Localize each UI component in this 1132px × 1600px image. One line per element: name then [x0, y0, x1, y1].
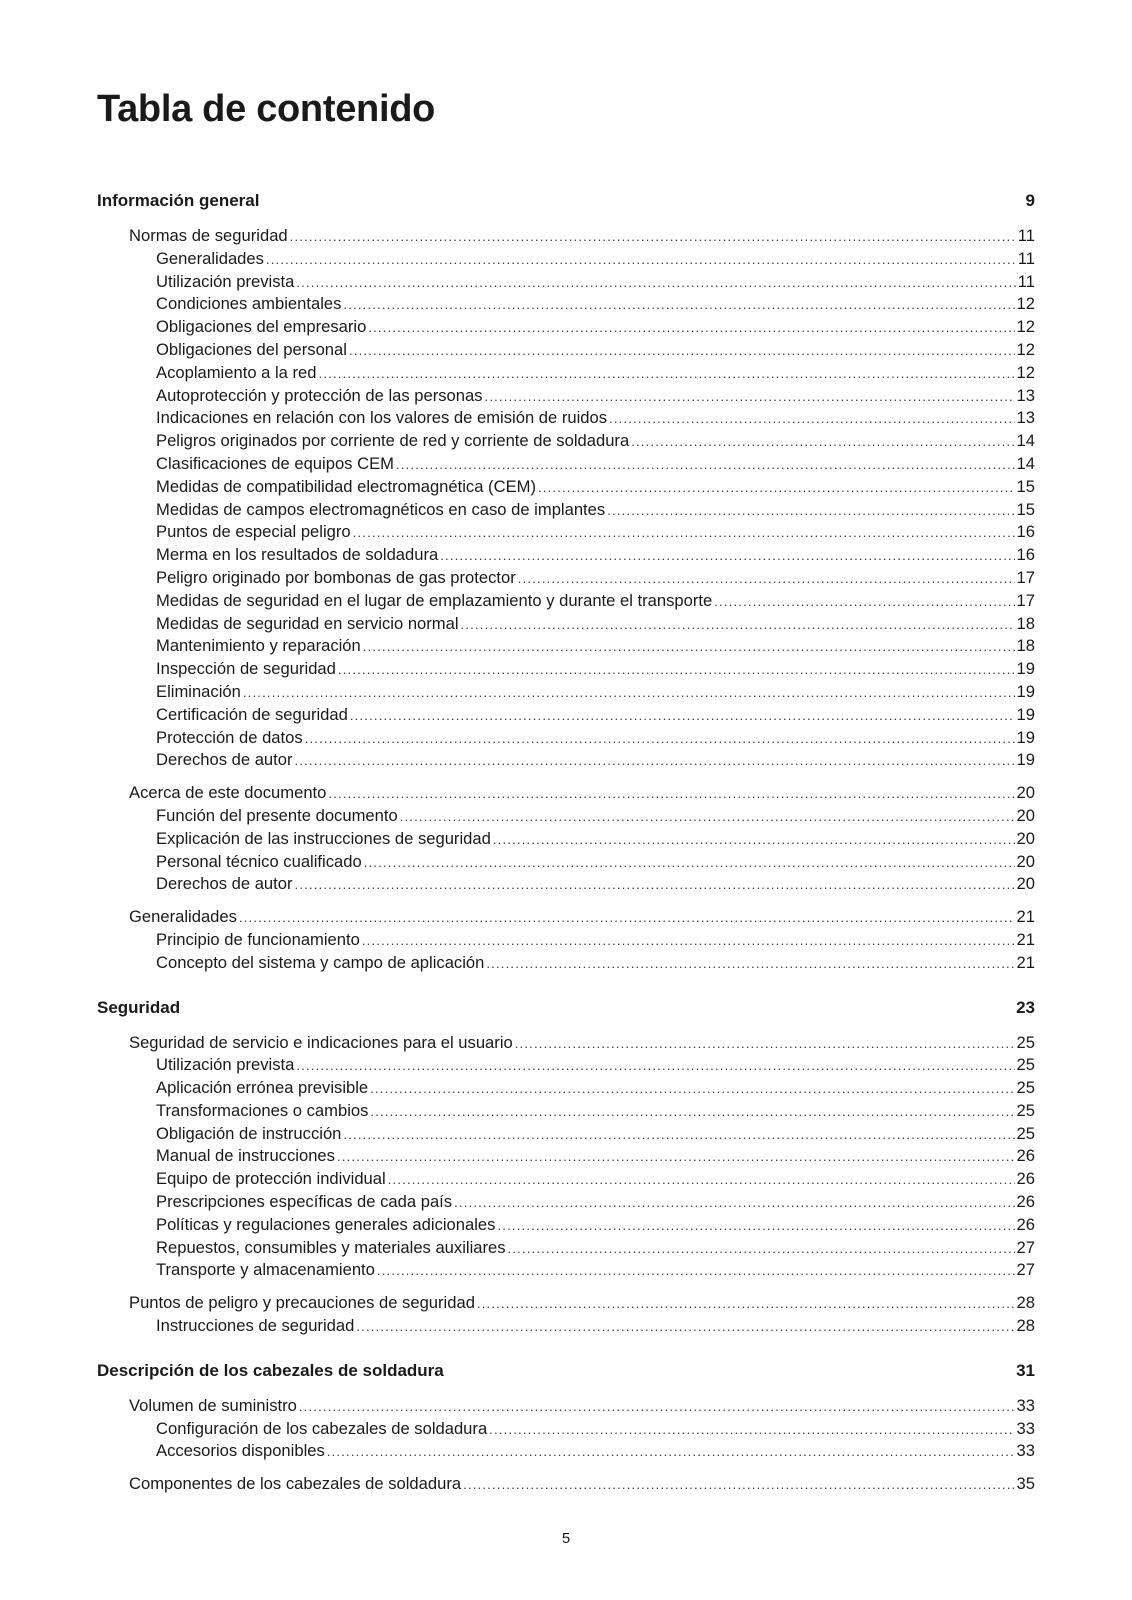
toc-chapter-title: Descripción de los cabezales de soldadura	[97, 1360, 444, 1380]
toc-entry-page: 20	[1016, 805, 1035, 825]
toc-entry-page: 15	[1016, 499, 1035, 519]
toc-section	[97, 1032, 1035, 1283]
toc-chapter-page: 9	[1025, 191, 1035, 210]
toc-entry-title: Utilización prevista	[156, 1055, 295, 1075]
toc-entry-page: 27	[1016, 1260, 1035, 1280]
toc-leader-dots	[296, 272, 1015, 294]
toc-entry[interactable]	[97, 407, 1035, 430]
toc-entry-page: 11	[1017, 248, 1035, 268]
toc-entry[interactable]	[97, 1418, 1035, 1441]
toc-entry-title: Mantenimiento y reparación	[156, 636, 361, 656]
toc-leader-dots	[631, 431, 1014, 453]
toc-entry-title: Derechos de autor	[156, 750, 293, 770]
toc-leader-dots	[518, 568, 1015, 590]
chapter-spacer	[97, 1348, 1035, 1356]
toc-entry-title: Componentes de los cabezales de soldadura	[129, 1474, 462, 1494]
toc-section	[97, 1292, 1035, 1338]
toc-entry-page: 16	[1016, 545, 1035, 565]
toc-entry-title: Peligros originados por corriente de red y corriente de soldadura	[156, 431, 630, 451]
toc-entry[interactable]	[97, 1315, 1035, 1338]
toc-leader-dots	[296, 1055, 1014, 1077]
toc-entry-page: 12	[1016, 317, 1035, 337]
toc-entry-title: Generalidades	[156, 248, 264, 268]
toc-leader-dots	[343, 1124, 1014, 1146]
toc-entry-page: 21	[1016, 907, 1035, 927]
toc-entry-page: 19	[1016, 681, 1035, 701]
toc-entry-title: Accesorios disponibles	[156, 1441, 325, 1461]
toc-entry-title: Puntos de peligro y precauciones de seguridad	[129, 1293, 475, 1313]
toc-leader-dots	[515, 1033, 1015, 1055]
toc-entry[interactable]	[97, 476, 1035, 499]
toc-leader-dots	[485, 386, 1015, 408]
toc-leader-dots	[299, 1396, 1015, 1418]
toc-entry[interactable]	[97, 782, 1035, 805]
toc-leader-dots	[327, 1441, 1015, 1463]
toc-entry-title: Medidas de campos electromagnéticos en caso de implantes	[156, 499, 606, 519]
toc-entry-page: 18	[1016, 613, 1035, 633]
toc-leader-dots	[377, 1260, 1015, 1282]
toc-entry[interactable]	[97, 590, 1035, 613]
toc-leader-dots	[493, 829, 1015, 851]
toc-entry-page: 15	[1016, 476, 1035, 496]
toc-entry-title: Merma en los resultados de soldadura	[156, 545, 439, 565]
toc-entry[interactable]	[97, 613, 1035, 636]
toc-entry-title: Acerca de este documento	[129, 783, 327, 803]
toc-entry[interactable]	[97, 929, 1035, 952]
toc-entry-title: Puntos de especial peligro	[156, 522, 351, 542]
toc-leader-dots	[388, 1169, 1015, 1191]
toc-leader-dots	[243, 682, 1015, 704]
toc-leader-dots	[319, 363, 1015, 385]
toc-entry[interactable]	[97, 873, 1035, 896]
toc-entry[interactable]	[97, 271, 1035, 294]
toc-entry-title: Protección de datos	[156, 727, 303, 747]
toc-entry-page: 19	[1016, 750, 1035, 770]
toc-entry-title: Generalidades	[129, 907, 237, 927]
toc-entry-page: 14	[1016, 453, 1035, 473]
toc-entry-title: Volumen de suministro	[129, 1395, 297, 1415]
toc-entry-page: 21	[1016, 952, 1035, 972]
toc-entry[interactable]	[97, 828, 1035, 851]
toc-entry-title: Prescripciones específicas de cada país	[156, 1192, 453, 1212]
toc-entry-title: Medidas de seguridad en servicio normal	[156, 613, 459, 633]
toc-leader-dots	[440, 545, 1014, 567]
toc-entry-page: 12	[1016, 362, 1035, 382]
toc-entry-title: Repuestos, consumibles y materiales auxiliares	[156, 1237, 506, 1257]
toc-leader-dots	[508, 1238, 1015, 1260]
toc-leader-dots	[396, 454, 1015, 476]
toc-entry-page: 13	[1016, 408, 1035, 428]
toc-entry[interactable]	[97, 658, 1035, 681]
toc-entry-page: 33	[1016, 1395, 1035, 1415]
toc-leader-dots	[400, 806, 1015, 828]
toc-entry-title: Normas de seguridad	[129, 226, 288, 245]
toc-section	[97, 1395, 1035, 1463]
toc-entry[interactable]	[97, 248, 1035, 271]
toc-leader-dots	[295, 750, 1015, 772]
toc-leader-dots	[489, 1419, 1014, 1441]
toc-entry-title: Principio de funcionamiento	[156, 929, 360, 949]
toc-entry[interactable]	[97, 293, 1035, 316]
toc-entry-page: 26	[1016, 1169, 1035, 1189]
toc-entry-page: 20	[1016, 783, 1035, 803]
toc-entry-title: Obligaciones del empresario	[156, 317, 367, 337]
toc-entry-page: 13	[1016, 385, 1035, 405]
toc-entry-page: 17	[1016, 567, 1035, 587]
toc-entry[interactable]	[97, 385, 1035, 408]
toc-entry[interactable]	[97, 1395, 1035, 1418]
toc-entry[interactable]	[97, 1237, 1035, 1260]
toc-chapter[interactable]	[97, 186, 1035, 216]
toc-entry-page: 20	[1016, 828, 1035, 848]
toc-leader-dots	[295, 874, 1015, 896]
toc-entry-page: 33	[1016, 1441, 1035, 1461]
table-of-contents	[97, 186, 1035, 1506]
toc-entry[interactable]	[97, 453, 1035, 476]
toc-entry[interactable]	[97, 362, 1035, 385]
toc-leader-dots	[370, 1101, 1014, 1123]
toc-entry-title: Políticas y regulaciones generales adicionales	[156, 1214, 496, 1234]
toc-entry[interactable]	[97, 567, 1035, 590]
toc-entry-page: 12	[1016, 294, 1035, 314]
toc-entry[interactable]	[97, 1191, 1035, 1214]
toc-leader-dots	[538, 477, 1015, 499]
toc-entry[interactable]	[97, 544, 1035, 567]
toc-entry-page: 26	[1016, 1214, 1035, 1234]
toc-entry-page: 25	[1016, 1055, 1035, 1075]
toc-entry-title: Obligación de instrucción	[156, 1123, 342, 1143]
toc-entry-title: Indicaciones en relación con los valores de emisión de ruidos	[156, 408, 608, 428]
toc-entry-page: 18	[1016, 636, 1035, 656]
toc-entry[interactable]	[97, 1145, 1035, 1168]
toc-entry-title: Peligro originado por bombonas de gas protector	[156, 567, 516, 587]
toc-entry-title: Medidas de seguridad en el lugar de emplazamiento y durante el transporte	[156, 590, 713, 610]
toc-entry-page: 19	[1016, 659, 1035, 679]
toc-section	[97, 782, 1035, 896]
toc-entry-page: 11	[1017, 226, 1035, 245]
toc-entry-title: Personal técnico cualificado	[156, 851, 362, 871]
toc-leader-dots	[337, 1146, 1015, 1168]
toc-entry[interactable]	[97, 1473, 1035, 1496]
toc-leader-dots	[266, 249, 1016, 271]
toc-entry-page: 26	[1016, 1192, 1035, 1212]
toc-entry[interactable]	[97, 1032, 1035, 1055]
toc-leader-dots	[356, 1316, 1014, 1338]
toc-entry-title: Concepto del sistema y campo de aplicación	[156, 952, 485, 972]
toc-entry[interactable]	[97, 1292, 1035, 1315]
toc-entry[interactable]	[97, 851, 1035, 874]
toc-section	[97, 225, 1035, 772]
toc-leader-dots	[338, 659, 1015, 681]
toc-entry-page: 20	[1016, 874, 1035, 894]
toc-entry-title: Condiciones ambientales	[156, 294, 342, 314]
toc-chapter-title: Información general	[97, 191, 260, 210]
toc-entry-title: Equipo de protección individual	[156, 1169, 386, 1189]
toc-entry[interactable]	[97, 805, 1035, 828]
toc-entry[interactable]	[97, 952, 1035, 975]
toc-leader-dots	[353, 522, 1015, 544]
toc-entry-page: 26	[1016, 1146, 1035, 1166]
toc-leader-dots	[364, 852, 1015, 874]
toc-entry-title: Autoprotección y protección de las personas	[156, 385, 483, 405]
toc-entry-title: Derechos de autor	[156, 874, 293, 894]
toc-chapter[interactable]	[97, 993, 1035, 1023]
toc-entry-page: 21	[1016, 929, 1035, 949]
chapter-spacer	[97, 985, 1035, 993]
toc-section	[97, 1473, 1035, 1496]
toc-leader-dots	[370, 1078, 1014, 1100]
toc-entry-title: Aplicación errónea previsible	[156, 1078, 369, 1098]
toc-entry[interactable]	[97, 1054, 1035, 1077]
toc-leader-dots	[363, 636, 1015, 658]
toc-leader-dots	[239, 907, 1015, 929]
toc-leader-dots	[328, 783, 1014, 805]
toc-chapter-page: 31	[1016, 1360, 1035, 1380]
toc-leader-dots	[343, 294, 1014, 316]
toc-entry-page: 25	[1016, 1078, 1035, 1098]
toc-entry[interactable]	[97, 225, 1035, 248]
toc-entry[interactable]	[97, 499, 1035, 522]
toc-entry[interactable]	[97, 1168, 1035, 1191]
toc-leader-dots	[362, 930, 1015, 952]
toc-entry-title: Utilización prevista	[156, 271, 295, 291]
toc-entry-page: 27	[1016, 1237, 1035, 1257]
toc-entry-page: 12	[1016, 339, 1035, 359]
toc-entry[interactable]	[97, 430, 1035, 453]
toc-leader-dots	[477, 1293, 1015, 1315]
toc-entry-title: Función del presente documento	[156, 805, 398, 825]
toc-entry-page: 25	[1016, 1032, 1035, 1052]
toc-leader-dots	[607, 500, 1014, 522]
toc-entry[interactable]	[97, 521, 1035, 544]
toc-leader-dots	[609, 408, 1014, 430]
toc-entry-page: 28	[1016, 1316, 1035, 1336]
toc-entry-title: Certificación de seguridad	[156, 704, 348, 724]
toc-entry[interactable]	[97, 727, 1035, 750]
toc-entry-page: 28	[1016, 1293, 1035, 1313]
toc-entry[interactable]	[97, 635, 1035, 658]
toc-entry[interactable]	[97, 1440, 1035, 1463]
toc-entry-page: 35	[1016, 1474, 1035, 1494]
toc-entry-title: Obligaciones del personal	[156, 339, 347, 359]
toc-entry[interactable]	[97, 906, 1035, 929]
toc-entry-title: Medidas de compatibilidad electromagnética (CEM)	[156, 476, 536, 496]
toc-entry-title: Explicación de las instrucciones de seguridad	[156, 828, 491, 848]
page-title: Tabla de contenido	[97, 88, 436, 130]
toc-entry-title: Clasificaciones de equipos CEM	[156, 453, 394, 473]
toc-leader-dots	[349, 340, 1015, 362]
toc-leader-dots	[290, 226, 1016, 248]
toc-entry-title: Transporte y almacenamiento	[156, 1260, 375, 1280]
toc-leader-dots	[461, 614, 1015, 636]
toc-leader-dots	[454, 1192, 1014, 1214]
toc-entry-page: 20	[1016, 851, 1035, 871]
toc-entry-page: 25	[1016, 1100, 1035, 1120]
toc-leader-dots	[350, 705, 1015, 727]
toc-entry-page: 17	[1016, 590, 1035, 610]
toc-entry[interactable]	[97, 1077, 1035, 1100]
toc-leader-dots	[497, 1215, 1014, 1237]
toc-entry[interactable]	[97, 1214, 1035, 1237]
toc-entry-page: 33	[1016, 1418, 1035, 1438]
toc-entry-title: Seguridad de servicio e indicaciones para el usuario	[129, 1032, 513, 1052]
toc-entry-title: Acoplamiento a la red	[156, 362, 317, 382]
toc-chapter[interactable]	[97, 1356, 1035, 1386]
toc-entry[interactable]	[97, 1259, 1035, 1282]
toc-entry-title: Instrucciones de seguridad	[156, 1316, 355, 1336]
toc-entry-title: Manual de instrucciones	[156, 1146, 335, 1166]
toc-entry-page: 16	[1016, 522, 1035, 542]
toc-entry-page: 19	[1016, 727, 1035, 747]
toc-entry[interactable]	[97, 339, 1035, 362]
toc-entry[interactable]	[97, 704, 1035, 727]
toc-entry-page: 19	[1016, 704, 1035, 724]
toc-entry-title: Configuración de los cabezales de soldadura	[156, 1418, 488, 1438]
toc-leader-dots	[486, 953, 1014, 975]
toc-entry-page: 25	[1016, 1123, 1035, 1143]
toc-entry-title: Eliminación	[156, 681, 241, 701]
toc-entry[interactable]	[97, 749, 1035, 772]
toc-entry[interactable]	[97, 316, 1035, 339]
toc-entry-title: Inspección de seguridad	[156, 659, 336, 679]
toc-section	[97, 906, 1035, 974]
toc-entry[interactable]	[97, 1123, 1035, 1146]
toc-leader-dots	[305, 728, 1015, 750]
toc-chapter-page: 23	[1016, 997, 1035, 1017]
toc-entry-page: 14	[1016, 431, 1035, 451]
toc-leader-dots	[714, 591, 1014, 613]
toc-chapter-title: Seguridad	[97, 997, 181, 1017]
toc-leader-dots	[463, 1474, 1014, 1496]
toc-entry-page: 11	[1017, 271, 1035, 291]
toc-leader-dots	[368, 317, 1014, 339]
page-number: 5	[561, 1530, 571, 1547]
toc-entry[interactable]	[97, 1100, 1035, 1123]
toc-entry[interactable]	[97, 681, 1035, 704]
toc-entry-title: Transformaciones o cambios	[156, 1100, 369, 1120]
